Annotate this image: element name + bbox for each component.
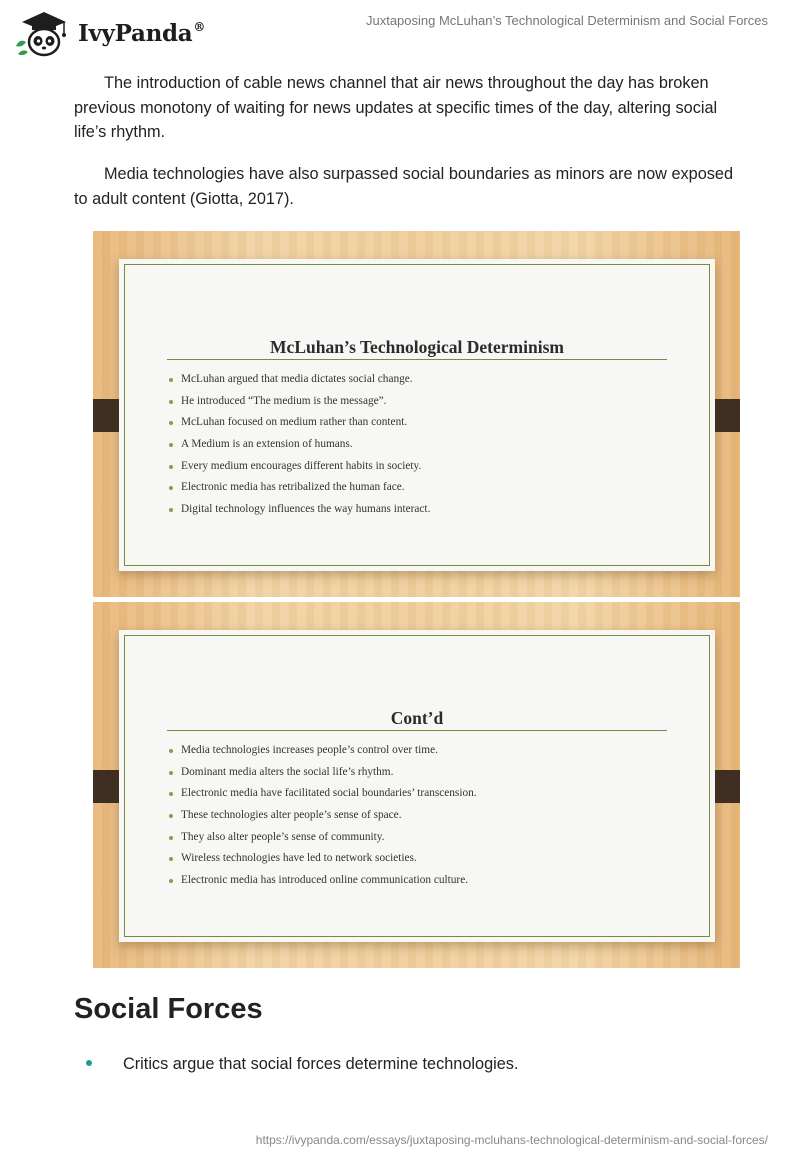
slide-bullet <box>167 391 430 413</box>
bullet-text: Media technologies increases people’s control over time. <box>181 744 438 756</box>
slide-bullet <box>167 848 477 870</box>
bullet-text: Digital technology influences the way humans interact. <box>181 503 431 516</box>
bullet-dot-icon <box>169 879 173 883</box>
slide-bullet <box>167 805 477 827</box>
slide-bullet-list <box>167 740 477 892</box>
logo-text: IvyPanda <box>78 19 193 47</box>
slide-divider <box>167 359 667 360</box>
bullet-dot-icon <box>169 857 173 861</box>
list-item-text: Critics argue that social forces determine technologies. <box>123 1055 519 1073</box>
slide-title: Cont’d <box>390 708 444 728</box>
slide-bullet <box>167 369 430 391</box>
document-title: Juxtaposing McLuhan’s Technological Determinism and Social Forces <box>365 13 768 28</box>
bullet-text: A Medium is an extension of humans. <box>181 438 353 451</box>
bullet-text: McLuhan focused on medium rather than content. <box>181 416 408 429</box>
slide-bullet <box>167 783 477 805</box>
slide-bullet <box>167 870 477 892</box>
source-url-link[interactable]: https://ivypanda.com/essays/juxtaposing-mcluhans-technological-determinism-and-social-forces/ <box>255 1133 768 1147</box>
registered-mark: ® <box>193 19 206 34</box>
paragraph-cable-news: The introduction of cable news channel that air news throughout the day has broken previous monotony of waiting for news updates at specific times of the day, altering social life’s rhythm. <box>74 74 718 141</box>
slide-bullet <box>167 827 477 849</box>
slide-bullet-list <box>167 369 430 521</box>
bullet-dot-icon <box>169 749 173 753</box>
bullet-text: Electronic media has introduced online communication culture. <box>181 874 469 887</box>
bullet-text: Electronic media has retribalized the human face. <box>181 481 405 494</box>
bullet-text: McLuhan argued that media dictates social change. <box>181 373 413 385</box>
bullet-text: They also alter people’s sense of community. <box>181 830 385 843</box>
bullet-dot-icon <box>169 792 173 796</box>
bullet-dot-icon <box>169 400 173 404</box>
slide-image-mcluhan <box>93 231 740 597</box>
bullet-text: He introduced “The medium is the message”. <box>181 394 387 407</box>
slide-bullet <box>167 740 477 762</box>
bullet-dot-icon <box>169 443 173 447</box>
slide-bullet <box>167 499 430 521</box>
page-header <box>0 0 800 60</box>
slide-card <box>119 630 715 942</box>
list-item <box>86 1055 518 1074</box>
bullet-dot-icon <box>169 814 173 818</box>
bullet-dot-icon <box>169 836 173 840</box>
logo-wordmark <box>78 20 205 47</box>
paragraph-media-boundaries: Media technologies have also surpassed social boundaries as minors are now exposed to adult content (Giotta, 2017). <box>74 165 734 208</box>
slide-bullet <box>167 456 430 478</box>
bullet-dot-icon <box>169 486 173 490</box>
slide-divider <box>167 730 667 731</box>
slide-bullet <box>167 412 430 434</box>
section-heading: Social Forces <box>74 993 263 1025</box>
bullet-dot-icon <box>86 1060 92 1066</box>
bullet-dot-icon <box>169 421 173 425</box>
slide-bullet <box>167 434 430 456</box>
bullet-dot-icon <box>169 771 173 775</box>
bullet-text: These technologies alter people’s sense of space. <box>181 809 402 822</box>
slide-image-contd <box>93 602 740 968</box>
bullet-dot-icon <box>169 508 173 512</box>
bullet-dot-icon <box>169 465 173 469</box>
bullet-text: Dominant media alters the social life’s rhythm. <box>181 765 394 778</box>
bullet-dot-icon <box>169 378 173 382</box>
panda-graduate-icon <box>14 8 72 58</box>
bullet-text: Every medium encourages different habits in society. <box>181 459 422 472</box>
ivypanda-logo[interactable] <box>14 8 205 58</box>
slide-bullet <box>167 477 430 499</box>
slide-title: McLuhan’s Technological Determinism <box>270 337 564 357</box>
slide-card <box>119 259 715 571</box>
bullet-text: Electronic media have facilitated social boundaries’ transcension. <box>181 787 477 800</box>
slide-bullet <box>167 762 477 784</box>
bullet-text: Wireless technologies have led to network societies. <box>181 852 417 865</box>
